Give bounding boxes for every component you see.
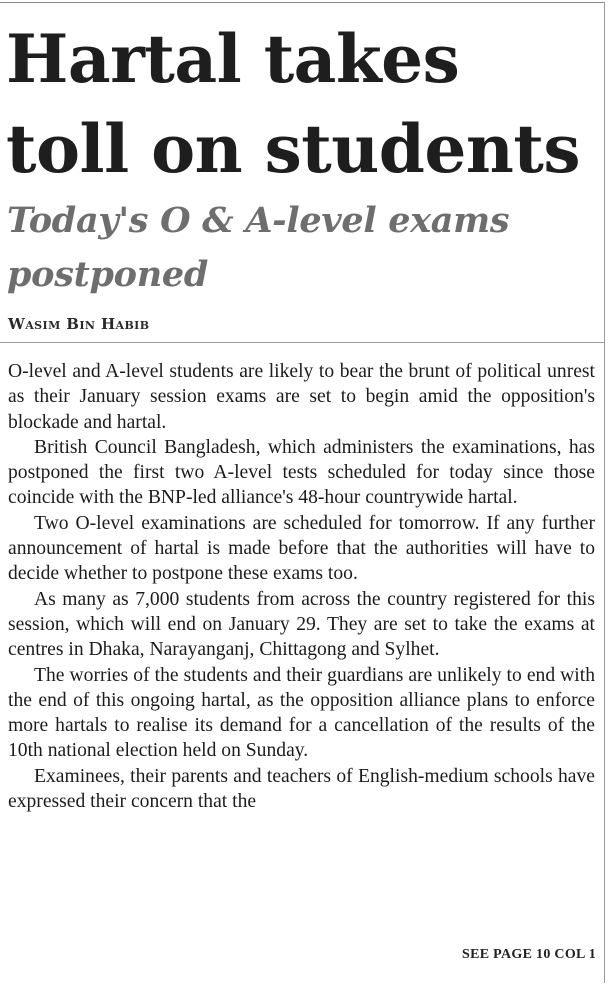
- top-rule: [0, 2, 604, 3]
- article-paragraph: The worries of the students and their guardians are unlikely to end with the end of this ongoing hartal, as the opposition alliance plans to enforce more hartals to realise its demand for a cancellation of the results of the 10th national election held on Sunday.: [8, 664, 595, 762]
- subheadline: Today's O & A-level exams postponed: [7, 200, 510, 295]
- article-paragraph: O-level and A-level students are likely to bear the brunt of political unrest as their January session exams are set to begin amid the opposition's blockade and hartal.: [8, 361, 595, 433]
- article-paragraph: Examinees, their parents and teachers of English-medium schools have expressed their concern that the: [8, 765, 595, 813]
- column-rule: [604, 2, 605, 983]
- continuation-line: SEE PAGE 10 COL 1: [462, 947, 596, 962]
- byline: Wasim Bin Habib: [8, 315, 150, 333]
- byline-rule: [0, 342, 604, 343]
- article-paragraph: As many as 7,000 students from across the country registered for this session, which will end on January 29. They are set to take the exams at centres in Dhaka, Narayanganj, Chittagong and Sylhet.: [8, 588, 595, 661]
- article-paragraph: British Council Bangladesh, which administers the examinations, has postponed the first two A-level tests scheduled for today since those coincide with the BNP-led alliance's 48-hour countrywide hartal.: [8, 436, 595, 509]
- headline: Hartal takes toll on students: [6, 20, 581, 188]
- article-body: [8, 359, 595, 814]
- article-paragraph: Two O-level examinations are scheduled for tomorrow. If any further announcement of hartal is made before that the authorities will have to decide whether to postpone these exams too.: [8, 512, 595, 585]
